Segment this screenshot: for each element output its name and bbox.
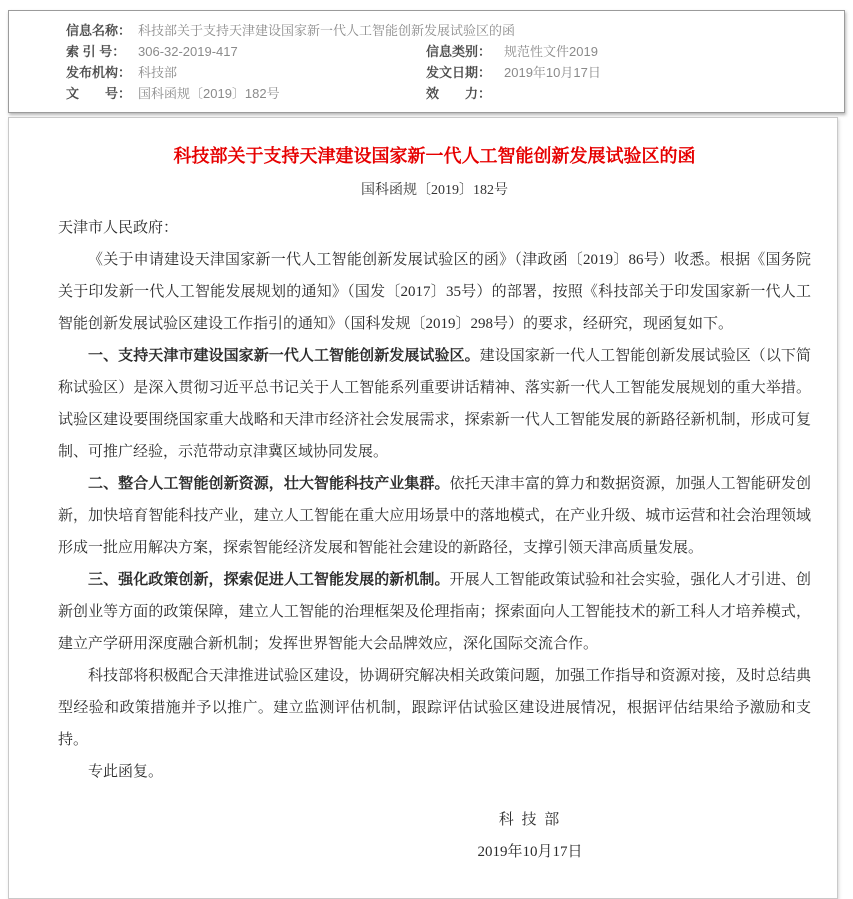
paragraph-lead: 二、整合人工智能创新资源，壮大智能科技产业集群。 <box>88 476 450 492</box>
info-value-name: 科技部关于支持天津建设国家新一代人工智能创新发展试验区的函 <box>138 23 516 38</box>
paragraph-text: 依托天津丰富的算力和数据资源，加强人工智能研发创新，加快培育智能科技产业，建立人工智能在重大应用场景中的落地模式，在产业升级、城市运营和社会治理领域形成一批应用解决方案，探索智能经济发展和智能社会建设的新路径，支撑引领天津高质量发展。 <box>58 476 811 556</box>
body-paragraph <box>58 468 811 564</box>
closing-line <box>58 756 811 788</box>
info-label-validity: 效 力： <box>426 86 492 101</box>
info-value-doc-number: 国科函规〔2019〕182号 <box>138 86 280 101</box>
document-title: 科技部关于支持天津建设国家新一代人工智能创新发展试验区的函 <box>173 146 696 166</box>
body-paragraph <box>58 244 811 340</box>
paragraph-text: 建设国家新一代人工智能创新发展试验区（以下简称试验区）是深入贯彻习近平总书记关于人工智能系列重要讲话精神、落实新一代人工智能发展规划的重大举措。试验区建设要围绕国家重大战略和天津市经济社会发展需求，探索新一代人工智能发展的新路径新机制，形成可复制、可推广经验，示范带动京津冀区域协同发展。 <box>58 348 811 460</box>
signer-name: 科 技 部 <box>498 812 562 828</box>
paragraph-text: 《关于申请建设天津国家新一代人工智能创新发展试验区的函》（津政函〔2019〕86号）收悉。根据《国务院关于印发新一代人工智能发展规划的通知》（国发〔2017〕35号）的部署，按照《科技部关于印发国家新一代人工智能创新发展试验区建设工作指引的通知》（国科发规〔2019〕298号）的要求，经研究，现函复如下。 <box>58 252 811 332</box>
body-paragraph <box>58 660 811 756</box>
info-value-index-number: 306-32-2019-417 <box>138 44 238 59</box>
document-body <box>58 212 811 868</box>
info-value-issuing-agency: 科技部 <box>138 65 178 80</box>
info-label-index-number: 索 引 号： <box>66 44 126 59</box>
info-label-doc-number: 文 号： <box>66 86 132 101</box>
document-number: 国科函规〔2019〕182号 <box>361 183 508 198</box>
info-label-issue-date: 发文日期： <box>426 65 492 80</box>
info-value-issue-date: 2019年10月17日 <box>504 65 601 80</box>
paragraph-text: 科技部将积极配合天津推进试验区建设，协调研究解决相关政策问题，加强工作指导和资源对接，及时总结典型经验和政策措施并予以推广。建立监测评估机制，跟踪评估试验区建设进展情况，根据评估结果给予激励和支持。 <box>58 668 811 748</box>
body-paragraph <box>58 564 811 660</box>
document-info-grid <box>66 23 834 101</box>
paragraph-text: 专此函复。 <box>88 764 164 780</box>
salutation: 天津市人民政府： <box>58 220 179 236</box>
signature-block <box>410 804 650 868</box>
signature-date: 2019年10月17日 <box>477 844 583 860</box>
info-value-category: 规范性文件2019 <box>504 44 598 59</box>
paragraph-lead: 一、支持天津市建设国家新一代人工智能创新发展试验区。 <box>88 348 480 364</box>
paragraph-text: 开展人工智能政策试验和社会实验，强化人才引进、创新创业等方面的政策保障，建立人工智能的治理框架及伦理指南；探索面向人工智能技术的新工科人才培养模式，建立产学研用深度融合新机制；发挥世界智能大会品牌效应，深化国际交流合作。 <box>58 572 811 652</box>
info-value-validity <box>504 86 834 101</box>
document-info-panel <box>8 10 845 113</box>
info-label-category: 信息类别： <box>426 44 492 59</box>
body-paragraph <box>58 340 811 468</box>
info-label-issuing-agency: 发布机构： <box>66 65 132 80</box>
paragraph-lead: 三、强化政策创新，探索促进人工智能发展的新机制。 <box>88 572 450 588</box>
document-sheet <box>8 117 838 899</box>
info-label-name: 信息名称： <box>66 23 132 38</box>
